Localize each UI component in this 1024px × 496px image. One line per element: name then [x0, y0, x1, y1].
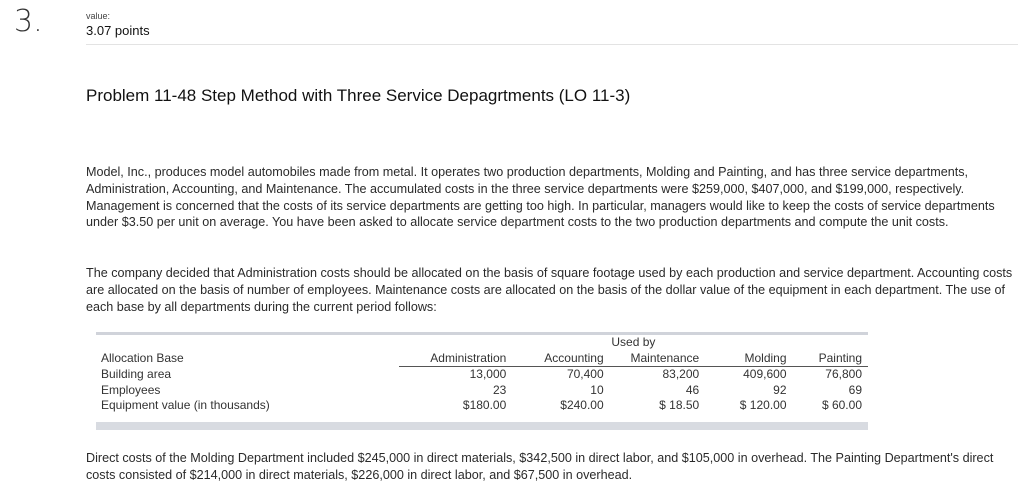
table-cell: 13,000	[469, 367, 507, 381]
table-cell: 10	[590, 382, 604, 397]
table-row	[96, 398, 868, 414]
used-by-header: Used by	[611, 335, 656, 349]
problem-title: Problem 11-48 Step Method with Three Service Depagrtments (LO 11-3)	[86, 86, 631, 105]
table-cell: $240.00	[560, 398, 604, 412]
allocation-base-table	[96, 332, 868, 430]
table-cell: 92	[773, 382, 787, 397]
row-label-building-area: Building area	[101, 366, 172, 381]
table-cell: 409,600	[743, 367, 787, 381]
question-number: 3.	[14, 4, 43, 39]
direct-costs-paragraph: Direct costs of the Molding Department included $245,000 in direct materials, $342,500 in direct labor, and $105,000 in overhead. The Painting Department's direct costs consisted of $214,000 in direct materials, $226,000 in direct labor, and $67,500 in overhead.	[86, 451, 994, 482]
table-cell: $ 18.50	[659, 398, 700, 412]
row-label-employees: Employees	[101, 382, 161, 397]
allocation-paragraph: The company decided that Administration costs should be allocated on the basis of square footage used by each production and service department. Accounting costs are allocated on the basis of number of employees. Maintenance costs are allocated on the basis of the dollar value of the equipment in each department. The use of each base by all departments during the current period follows:	[86, 266, 1013, 314]
question-points: 3.07 points	[86, 23, 150, 38]
table-cell: 76,800	[825, 367, 862, 381]
table-cell: $ 120.00	[739, 398, 787, 412]
table-cell: $180.00	[462, 398, 507, 412]
table-cell: $ 60.00	[821, 398, 862, 412]
table-cell: 23	[492, 382, 507, 397]
table-bottom-bar	[96, 422, 868, 430]
table-cell: 83,200	[662, 367, 700, 381]
col-header-maintenance: Maintenance	[604, 351, 700, 367]
col-header-painting: Painting	[787, 351, 868, 367]
allocation-base-header: Allocation Base	[101, 350, 184, 365]
value-label: value:	[86, 11, 111, 21]
table-row	[96, 367, 868, 383]
table-cell: 46	[685, 382, 700, 397]
header-divider	[86, 44, 1018, 45]
col-header-molding: Molding	[699, 351, 786, 367]
table-row	[96, 383, 868, 399]
col-header-administration: Administration	[399, 351, 506, 367]
table-cell: 70,400	[566, 367, 604, 381]
row-label-equipment-value: Equipment value (in thousands)	[101, 398, 270, 412]
intro-paragraph: Model, Inc., produces model automobiles made from metal. It operates two production departments, Molding and Painting, and has three service departments, Administration, Accounting, and Maintenance. The accumulated costs in the three service departments were $259,000, $407,000, and $199,000, respectively. Management is concerned that the costs of its service departments are getting too high. In particular, managers would like to keep the costs of service departments under $3.50 per unit on average. You have been asked to allocate service department costs to the two production departments and compute the unit costs.	[86, 165, 995, 230]
col-header-accounting: Accounting	[506, 351, 603, 367]
table-cell: 69	[848, 382, 862, 397]
